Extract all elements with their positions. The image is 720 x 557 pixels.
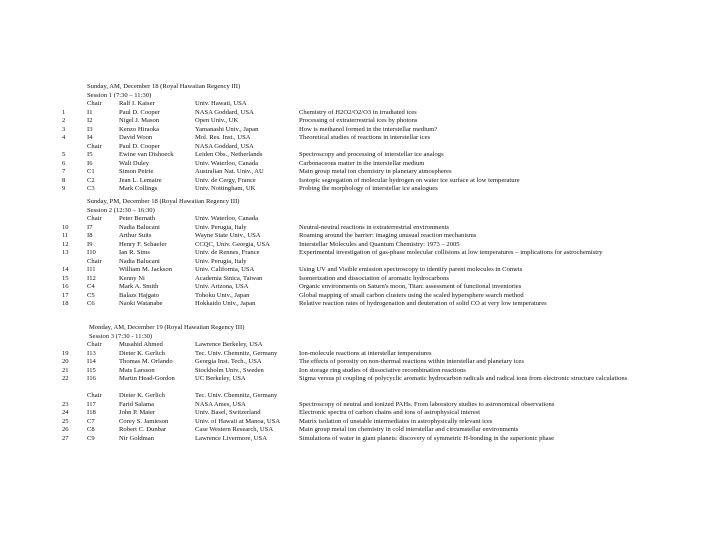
talk-row xyxy=(0,224,720,233)
talk-title: Sigma versus pi coupling of polycyclic aromatic hydrocarbon radicals and radical ions from electronic structure calculations xyxy=(299,375,628,382)
talk-number: 18 xyxy=(62,300,69,307)
talk-code: C7 xyxy=(87,417,95,425)
talk-number: 14 xyxy=(62,266,69,273)
talk-code: I17 xyxy=(87,400,96,408)
speaker-affiliation: Case Western Research, USA xyxy=(195,426,274,433)
speaker-affiliation: Univ. California, USA xyxy=(195,266,255,273)
talk-title: Using UV and Visible emission spectroscopy to identify parent molecules in Comets xyxy=(299,266,523,273)
talk-code: I10 xyxy=(87,249,96,256)
talk-title: Electronic spectra of carbon chains and ions of astrophysical interest xyxy=(299,409,481,416)
speaker-affiliation: Australian Nat. Univ., AU xyxy=(195,168,264,175)
speaker-affiliation: Univ. Waterloo, Canada xyxy=(195,215,259,222)
speaker-name: Kenzo Hiraoka xyxy=(119,125,160,133)
talk-row xyxy=(0,300,720,309)
talk-number: 26 xyxy=(62,426,69,433)
talk-number: 6 xyxy=(62,159,66,167)
session-time xyxy=(0,92,720,101)
chair-row xyxy=(0,258,720,267)
chair-row xyxy=(0,143,720,152)
talk-code: C1 xyxy=(87,168,95,175)
chair-row xyxy=(0,341,720,350)
talk-code: I16 xyxy=(87,375,96,382)
talk-code: C2 xyxy=(87,176,95,184)
speaker-affiliation: Tohoku Univ., Japan xyxy=(195,291,250,299)
talk-title: Main group metal ion chemistry in planetary atmospheres xyxy=(299,168,452,175)
talk-code: Chair xyxy=(87,100,102,107)
speaker-name: Arthur Suits xyxy=(119,232,152,239)
talk-code: I8 xyxy=(87,232,93,239)
session-header xyxy=(0,324,720,333)
talk-code: Chair xyxy=(87,341,102,348)
speaker-affiliation: NASA Ames, USA xyxy=(195,400,246,408)
talk-title: Main group metal ion chemistry in cold interstellar and circumstellar environments xyxy=(299,426,519,433)
talk-code: I4 xyxy=(87,134,93,141)
session-header-text: Sunday, AM, December 18 (Royal Hawaiian Regency III) xyxy=(87,83,241,90)
session-block xyxy=(0,198,720,309)
session-header-text: Monday, AM, December 19 (Royal Hawaiian Regency III) xyxy=(89,324,245,331)
talk-code: I11 xyxy=(87,266,96,273)
talk-title: Isomerization and dissociation of aromatic hydrocarbons xyxy=(299,274,449,282)
speaker-affiliation: Lawrence Berkeley, USA xyxy=(195,341,263,348)
talk-title: Experimental investigation of gas-phase molecular collisions at low temperatures – implications for astrochemistry xyxy=(299,249,603,256)
talk-number: 10 xyxy=(62,223,69,231)
speaker-name: Nigel J. Mason xyxy=(119,117,160,124)
talk-title: Matrix isolation of unstable intermediates in astrophysically relevant ices xyxy=(299,417,493,425)
talk-title: Processing of extraterrestrial ices by photons xyxy=(299,117,418,124)
talk-row xyxy=(0,409,720,418)
talk-number: 16 xyxy=(62,283,69,290)
talk-title: Chemistry of H2O2/O2/O3 in irradiated ices xyxy=(299,108,417,116)
speaker-affiliation: Tec. Univ. Chemnitz, Germany xyxy=(195,392,278,399)
speaker-affiliation: Stockholm Univ., Sweden xyxy=(195,366,264,374)
speaker-affiliation: Tec. Univ. Chemnitz, Germany xyxy=(195,349,278,357)
talk-code: C6 xyxy=(87,300,95,307)
speaker-affiliation: Univ. Hawaii, USA xyxy=(195,100,247,107)
session-time xyxy=(0,207,720,216)
talk-row xyxy=(0,241,720,250)
talk-row xyxy=(0,435,720,444)
talk-title: Isotopic segregation of molecular hydrogen on water ice surface at low temperature xyxy=(299,176,520,184)
speaker-name: Ewine van Dishoeck xyxy=(119,151,174,158)
speaker-name: Balazs Hajgato xyxy=(119,291,160,299)
talk-title: Relative reaction rates of hydrogenation and deuteration of solid CO at very low temperatures xyxy=(299,300,547,307)
talk-code: Chair xyxy=(87,142,102,150)
speaker-affiliation: NASA Goddard, USA xyxy=(195,108,254,116)
speaker-affiliation: Lawrence Livermore, USA xyxy=(195,434,267,442)
speaker-affiliation: Univ. de Cergy, France xyxy=(195,176,256,184)
speaker-name: John P. Maier xyxy=(119,409,156,416)
talk-number: 9 xyxy=(62,185,66,192)
talk-title: Roaming around the barrier: imaging unusual reaction mechanisms xyxy=(299,232,477,239)
speaker-name: Jean L. Lemaire xyxy=(119,176,162,184)
speaker-name: Farid Salama xyxy=(119,400,154,408)
speaker-name: Corey S. Jamieson xyxy=(119,417,169,425)
talk-row xyxy=(0,266,720,275)
speaker-name: Ian R. Sims xyxy=(119,249,150,256)
speaker-name: Musahid Ahmed xyxy=(119,341,163,348)
speaker-name: Kenny Ni xyxy=(119,274,145,282)
talk-number: 2 xyxy=(62,117,66,124)
session-time-text: Session 1 (7:30 – 11:30) xyxy=(87,91,152,99)
talk-row xyxy=(0,117,720,126)
talk-code: I18 xyxy=(87,409,96,416)
session-header-text: Sunday, PM, December 18 (Royal Hawaiian Regency III) xyxy=(87,198,240,205)
speaker-affiliation: Univ. Basel, Switzerland xyxy=(195,409,261,416)
talk-code: Chair xyxy=(87,215,102,222)
talk-code: I14 xyxy=(87,358,96,365)
talk-title: The effects of porosity on non-thermal reactions within interstellar and planetary ices xyxy=(299,358,524,365)
talk-number: 11 xyxy=(62,232,69,239)
talk-row xyxy=(0,292,720,301)
talk-row xyxy=(0,109,720,118)
speaker-name: Mats Larsson xyxy=(119,366,155,374)
session-time-text: Session 2 (12:30 – 16:30) xyxy=(87,206,155,214)
talk-number: 24 xyxy=(62,409,69,416)
talk-row xyxy=(0,350,720,359)
talk-title: How is methanol formed in the interstellar medium? xyxy=(299,125,438,133)
speaker-affiliation: Georgia Inst. Tech., USA xyxy=(195,358,262,365)
speaker-name: Ralf I. Kaiser xyxy=(119,100,155,107)
speaker-affiliation: Academia Sinica, Taiwan xyxy=(195,274,263,282)
talk-row xyxy=(0,151,720,160)
talk-row xyxy=(0,168,720,177)
speaker-affiliation: Leiden Obs., Netherlands xyxy=(195,151,263,158)
talk-number: 20 xyxy=(62,358,69,365)
speaker-affiliation: Univ. Waterloo, Canada xyxy=(195,159,259,167)
talk-number: 27 xyxy=(62,434,69,442)
talk-row xyxy=(0,134,720,143)
speaker-affiliation: Univ. Perugia, Italy xyxy=(195,223,247,231)
talk-row xyxy=(0,418,720,427)
speaker-name: Robert C. Dunbar xyxy=(119,426,167,433)
talk-number: 25 xyxy=(62,417,69,425)
talk-title: Simulations of water in giant planets: discovery of symmetric H-bonding in the superionic phase xyxy=(299,434,555,442)
speaker-affiliation: Open Univ., UK xyxy=(195,117,239,124)
talk-code: I9 xyxy=(87,240,93,248)
talk-number: 5 xyxy=(62,151,66,158)
talk-code: C8 xyxy=(87,426,95,433)
speaker-affiliation: Univ. Arizona, USA xyxy=(195,283,249,290)
talk-title: Global mapping of small carbon clusters using the scaled hypersphere search method xyxy=(299,291,524,299)
speaker-affiliation: Wayne State Univ., USA xyxy=(195,232,261,239)
speaker-name: David Woon xyxy=(119,134,153,141)
talk-number: 21 xyxy=(62,366,69,374)
talk-code: I13 xyxy=(87,349,96,357)
speaker-name: Peter Bernath xyxy=(119,215,156,222)
session-header xyxy=(0,83,720,92)
talk-row xyxy=(0,177,720,186)
chair-row xyxy=(0,100,720,109)
talk-number: 12 xyxy=(62,240,69,248)
speaker-name: Paul D. Cooper xyxy=(119,108,160,116)
speaker-name: Henry F. Schaefer xyxy=(119,240,167,248)
talk-number: 22 xyxy=(62,375,69,382)
speaker-name: William M. Jackson xyxy=(119,266,173,273)
speaker-affiliation: CCQC, Univ. Georgia, USA xyxy=(195,240,270,248)
speaker-name: Nir Goldman xyxy=(119,434,154,442)
talk-row xyxy=(0,375,720,392)
talk-code: C3 xyxy=(87,185,95,192)
speaker-affiliation: Univ. de Rennes, France xyxy=(195,249,260,256)
session-time-text: Session 3 (7:30 - 11:30) xyxy=(89,332,153,340)
talk-title: Ion-molecule reactions at interstellar temperatures xyxy=(299,349,432,357)
speaker-name: Walt Duley xyxy=(119,159,150,167)
speaker-name: Dieter K. Gerlich xyxy=(119,392,165,399)
speaker-affiliation: NASA Goddard, USA xyxy=(195,142,254,150)
speaker-name: Martin Head-Gordon xyxy=(119,375,175,382)
talk-code: Chair xyxy=(87,257,102,265)
talk-number: 1 xyxy=(62,108,66,116)
talk-code: I5 xyxy=(87,151,93,158)
talk-code: C4 xyxy=(87,283,95,290)
talk-number: 15 xyxy=(62,274,69,282)
talk-title: Spectroscopy and processing of interstellar ice analogs xyxy=(299,151,444,158)
talk-title: Carbonaceous matter in the interstellar medium xyxy=(299,159,425,167)
session-block xyxy=(0,83,720,194)
talk-number: 7 xyxy=(62,168,66,175)
speaker-affiliation: Mol. Res. Inst., USA xyxy=(195,134,251,141)
speaker-affiliation: Univ. Perugia, Italy xyxy=(195,257,247,265)
talk-code: C9 xyxy=(87,434,95,442)
talk-number: 3 xyxy=(62,125,66,133)
talk-row xyxy=(0,249,720,258)
talk-title: Spectroscopy of neutral and ionized PAHs. From laboratory studies to astronomical observations xyxy=(299,400,555,408)
talk-code: Chair xyxy=(87,392,102,399)
chair-row xyxy=(0,215,720,224)
talk-code: I3 xyxy=(87,125,93,133)
talk-code: I7 xyxy=(87,223,93,231)
speaker-name: Paul D. Cooper xyxy=(119,142,160,150)
talk-title: Neutral-neutral reactions in extraterrestrial environments xyxy=(299,223,450,231)
session-time xyxy=(0,333,720,342)
talk-row xyxy=(0,367,720,376)
talk-row xyxy=(0,283,720,292)
speaker-name: Mark Collings xyxy=(119,185,158,192)
talk-number: 4 xyxy=(62,134,66,141)
talk-title: Organic environments on Saturn's moon, Titan: assessment of functional inventories xyxy=(299,283,522,290)
talk-row xyxy=(0,426,720,435)
talk-code: I1 xyxy=(87,108,93,116)
talk-number: 8 xyxy=(62,176,66,184)
talk-row xyxy=(0,358,720,367)
talk-number: 17 xyxy=(62,291,69,299)
talk-code: C5 xyxy=(87,291,95,299)
talk-code: I12 xyxy=(87,274,96,282)
talk-row xyxy=(0,126,720,135)
talk-row xyxy=(0,160,720,169)
talk-code: I2 xyxy=(87,117,93,124)
talk-title: Ion storage ring studies of dissociative recombination reactions xyxy=(299,366,466,374)
speaker-affiliation: Hokkaido Univ., Japan xyxy=(195,300,256,307)
speaker-name: Nadia Balucani xyxy=(119,257,160,265)
speaker-name: Dieter K. Gerlich xyxy=(119,349,165,357)
speaker-name: Naoki Watanabe xyxy=(119,300,163,307)
speaker-affiliation: Univ. of Hawaii at Manoa, USA xyxy=(195,417,281,425)
talk-number: 19 xyxy=(62,349,69,357)
speaker-affiliation: UC Berkeley, USA xyxy=(195,375,246,382)
talk-code: I6 xyxy=(87,159,93,167)
session-block xyxy=(0,324,720,443)
session-header xyxy=(0,198,720,207)
speaker-name: Thomas M. Orlando xyxy=(119,358,173,365)
speaker-affiliation: Univ. Nottingham, UK xyxy=(195,185,256,192)
talk-number: 13 xyxy=(62,249,69,256)
talk-row xyxy=(0,401,720,410)
speaker-affiliation: Yamanashi Univ., Japan xyxy=(195,125,259,133)
speaker-name: Mark A. Smith xyxy=(119,283,159,290)
speaker-name: Simon Petrie xyxy=(119,168,154,175)
talk-title: Theoretical studies of reactions in interstellar ices xyxy=(299,134,431,141)
talk-row xyxy=(0,275,720,284)
speaker-name: Nadia Balucani xyxy=(119,223,160,231)
talk-title: Interstellar Molecules and Quantum Chemistry: 1973 – 2005 xyxy=(299,240,460,248)
talk-number: 23 xyxy=(62,400,69,408)
chair-row xyxy=(0,392,720,401)
talk-code: I15 xyxy=(87,366,96,374)
talk-row xyxy=(0,232,720,241)
talk-row xyxy=(0,185,720,194)
talk-title: Probing the morphology of interstellar ice analogues xyxy=(299,185,438,192)
